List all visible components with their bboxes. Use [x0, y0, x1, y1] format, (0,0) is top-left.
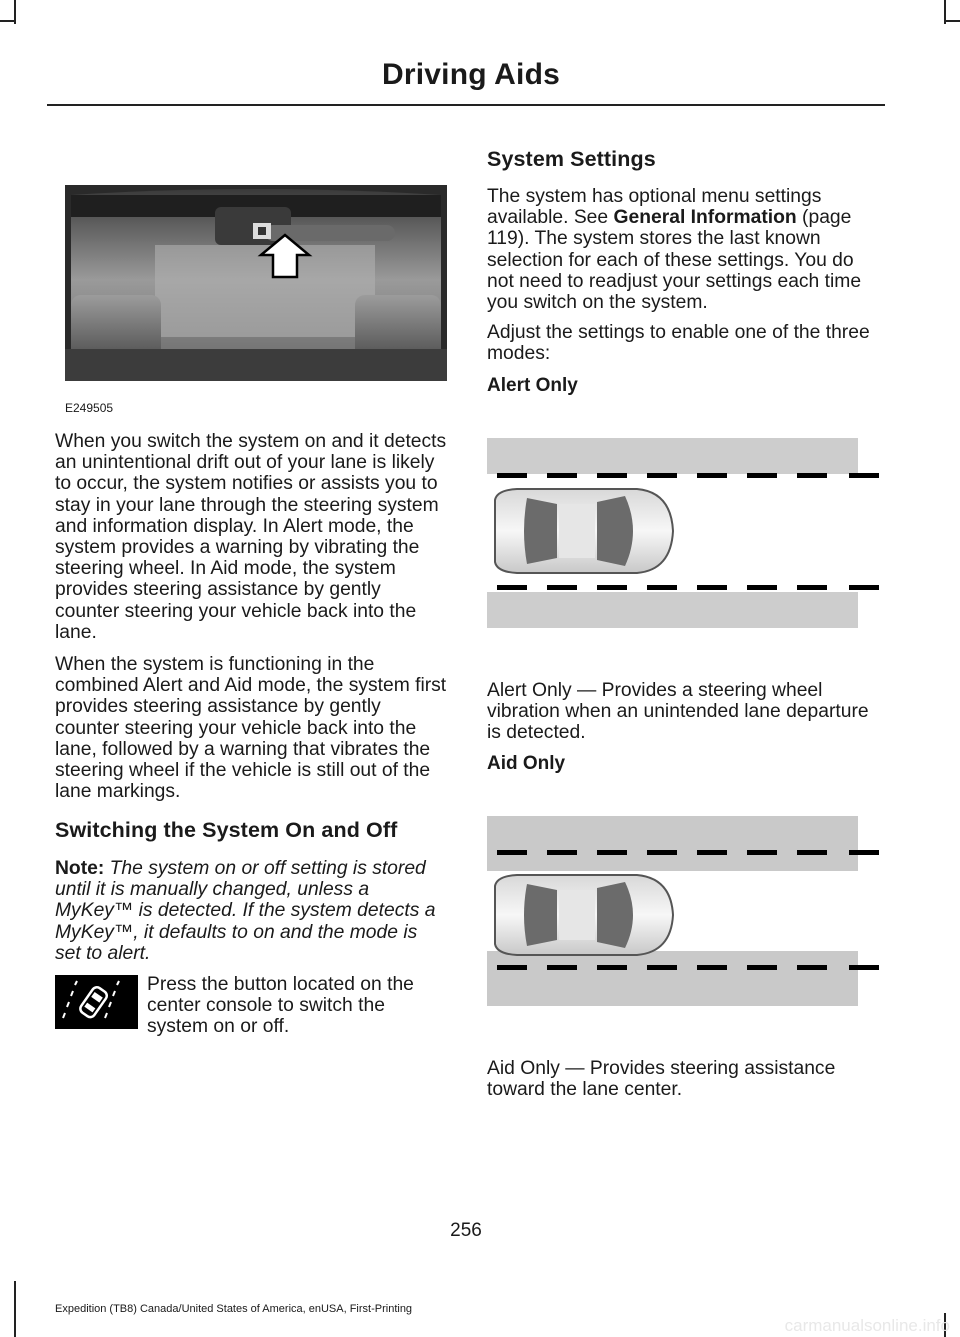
header-divider — [47, 104, 885, 106]
intro-paragraph: When you switch the system on and it detects an unintentional drift out of your lane is likely to occur, the system notifies or assists you to stay in your lane through the steering system and information display. In Alert mode, the system provides a warning by vibrating the steering wheel. In Aid mode, the system provides steering assistance by gently counter steering your vehicle back into the lane. — [55, 431, 447, 643]
settings-text: The system has optional menu settings available. See — [487, 186, 822, 229]
note-text: The system on or off setting is stored until it is manually changed, unless a MyKey™ is detected. If the system detects a MyKey™, it defaults to on and the mode is set to alert. — [55, 858, 436, 964]
crop-mark — [0, 20, 16, 22]
crop-mark — [14, 1281, 16, 1337]
lane-keeping-button-icon — [55, 975, 138, 1029]
aid-only-description: Aid Only — Provides steering assistance toward the lane center. — [487, 1058, 836, 1101]
image-code: E249505 — [65, 401, 114, 415]
note-paragraph — [55, 858, 447, 964]
alert-only-description: Alert Only — Provides a steering wheel vibration when an unintended lane departure is detected. — [487, 680, 869, 744]
camera-location-photo — [65, 185, 447, 381]
alert-only-diagram — [487, 438, 882, 628]
watermark: carmanualsonline.info — [784, 1316, 950, 1335]
button-instructions: Press the button located on the center console to switch the system on or off. — [147, 974, 414, 1038]
combined-mode-paragraph: When the system is functioning in the combined Alert and Aid mode, the system first provides steering assistance by gently counter steering your vehicle back into the lane, followed by a warning that vibrates the steering wheel if the vehicle is still out of the lane markings. — [55, 654, 447, 803]
car-top-view — [495, 489, 673, 573]
section-heading-settings: System Settings — [487, 147, 656, 171]
page-number: 256 — [450, 1220, 482, 1241]
settings-paragraph — [487, 186, 882, 313]
note-label: Note: — [55, 858, 105, 879]
modes-paragraph: Adjust the settings to enable one of the three modes: — [487, 322, 870, 365]
aid-only-heading: Aid Only — [487, 753, 566, 774]
alert-only-heading: Alert Only — [487, 375, 578, 396]
page-title: Driving Aids — [382, 58, 560, 91]
crop-mark — [944, 20, 960, 22]
aid-only-diagram — [487, 816, 882, 1006]
cross-reference: General Information — [613, 207, 797, 229]
car-top-view — [495, 875, 673, 955]
edition-footer: Expedition (TB8) Canada/United States of America, enUSA, First-Printing — [55, 1303, 413, 1315]
section-heading-switch: Switching the System On and Off — [55, 818, 398, 842]
settings-text-cont: (page 119). The system stores the last known selection for each of these settings. You do not need to readjust your settings each time you switch on the system. — [487, 207, 862, 314]
